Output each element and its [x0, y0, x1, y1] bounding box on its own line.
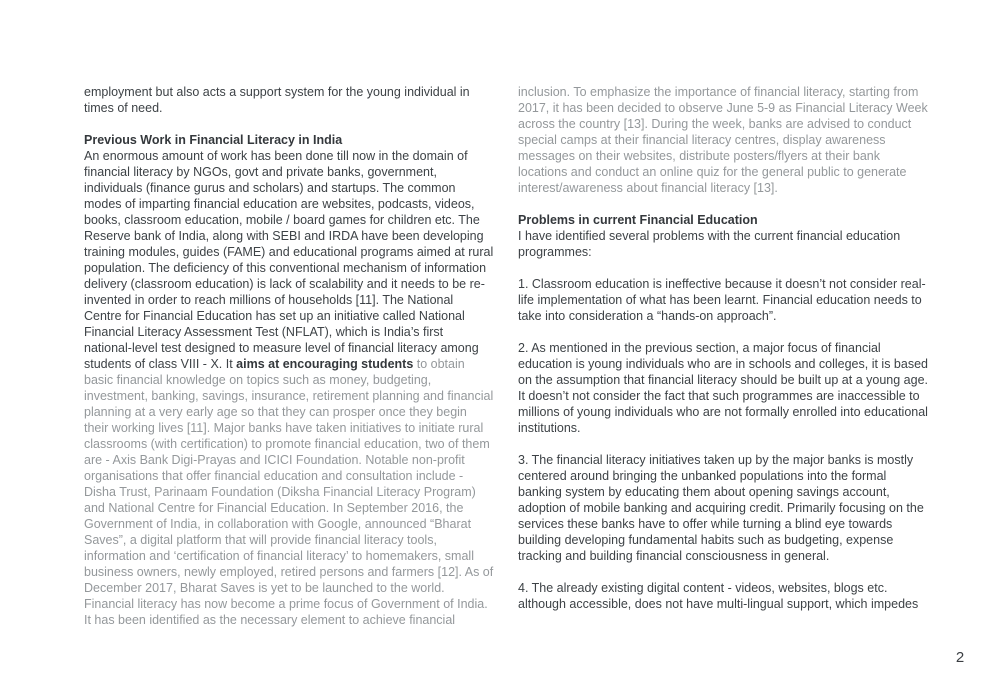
paragraph-previous-work-body — [84, 148, 494, 628]
section-heading-problems: Problems in current Financial Education — [518, 213, 758, 227]
problem-item-4: 4. The already existing digital content - videos, websites, blogs etc. although accessible, does not have multi-lingual support, which impedes — [518, 581, 919, 611]
problem-item-2: 2. As mentioned in the previous section, a major focus of financial education is young individuals who are in schools and colleges, it is based on the assumption that financial literacy should be built up at a young age. It doesn’t not consider the fact that such programmes are inaccessible to millions of young individuals who are not formally enrolled into educational institutions. — [518, 341, 928, 435]
paragraph-text-bold-phrase: aims at encouraging students — [236, 357, 414, 371]
section-heading-previous-work: Previous Work in Financial Literacy in India — [84, 133, 343, 147]
problem-item-3: 3. The financial literacy initiatives taken up by the major banks is mostly centered around bringing the unbanked populations into the formal banking system by educating them about opening savings account, adoption of mobile banking and acquiring credit. Primarily focusing on the services these banks have to offer while turning a blind eye towards building developing fundamental habits such as budgeting, expense tracking and building financial consciousness in general. — [518, 453, 924, 563]
paragraph-text-gray: to obtain basic financial knowledge on topics such as money, budgeting, investment, banking, savings, insurance, retirement planning and financial planning at a very early age so that they can prosper once they begin their working lives [11]. Major banks have taken initiatives to initiate rural classrooms (with certification) to promote financial education, two of them are - Axis Bank Digi-Prayas and ICICI Foundation. Notable non-profit organisations that offer financial education and consultation include - Disha Trust, Parinaam Foundation (Diksha Financial Literacy Program) and National Centre for Financial Education. In September 2016, the Government of India, in collaboration with Google, announced “Bharat Saves”, a digital platform that will provide financial literacy tools, information and ‘certification of financial literacy’ to homemakers, small business owners, newly employed, retired persons and farmers [12]. As of December 2017, Bharat Saves is yet to be launched to the world. Financial literacy has now become a prime focus of Government of India. It has been identified as the necessary element to achieve financial — [84, 357, 494, 627]
right-column — [518, 84, 932, 612]
page-number: 2 — [955, 649, 965, 666]
left-column — [84, 84, 494, 628]
paragraph-continued-gray: inclusion. To emphasize the importance of financial literacy, starting from 2017, it has been decided to observe June 5-9 as Financial Literacy Week across the country [13]. During the week, banks are advised to conduct special camps at their financial literacy centres, display awareness messages on their websites, distribute posters/flyers at their bank locations and conduct an online quiz for the general public to generate interest/awareness about financial literacy [13]. — [518, 85, 928, 195]
paragraph-continued-from-previous-page: employment but also acts a support system for the young individual in times of need. — [84, 85, 470, 115]
paragraph-text-dark: An enormous amount of work has been done till now in the domain of financial literacy by NGOs, govt and private banks, government, individuals (finance gurus and scholars) and startups. The common modes of imparting financial education are websites, podcasts, videos, books, classroom education, mobile / board games for children etc. The Reserve bank of India, along with SEBI and IRDA have been developing training modules, guides (FAME) and educational programs aimed at rural population. The deficiency of this conventional mechanism of information delivery (classroom education) is lack of scalability and it needs to be re-invented in order to reach millions of households [11]. The National Centre for Financial Education has set up an initiative called National Financial Literacy Assessment Test (NFLAT), which is India’s first national-level test designed to measure level of financial literacy among students of class VIII - X. It — [84, 149, 494, 371]
paragraph-problems-intro: I have identified several problems with the current financial education programmes: — [518, 229, 901, 259]
problem-item-1: 1. Classroom education is ineffective because it doesn’t not consider real-life implementation of what has been learnt. Financial education needs to take into consideration a “hands-on approach”. — [518, 277, 926, 323]
